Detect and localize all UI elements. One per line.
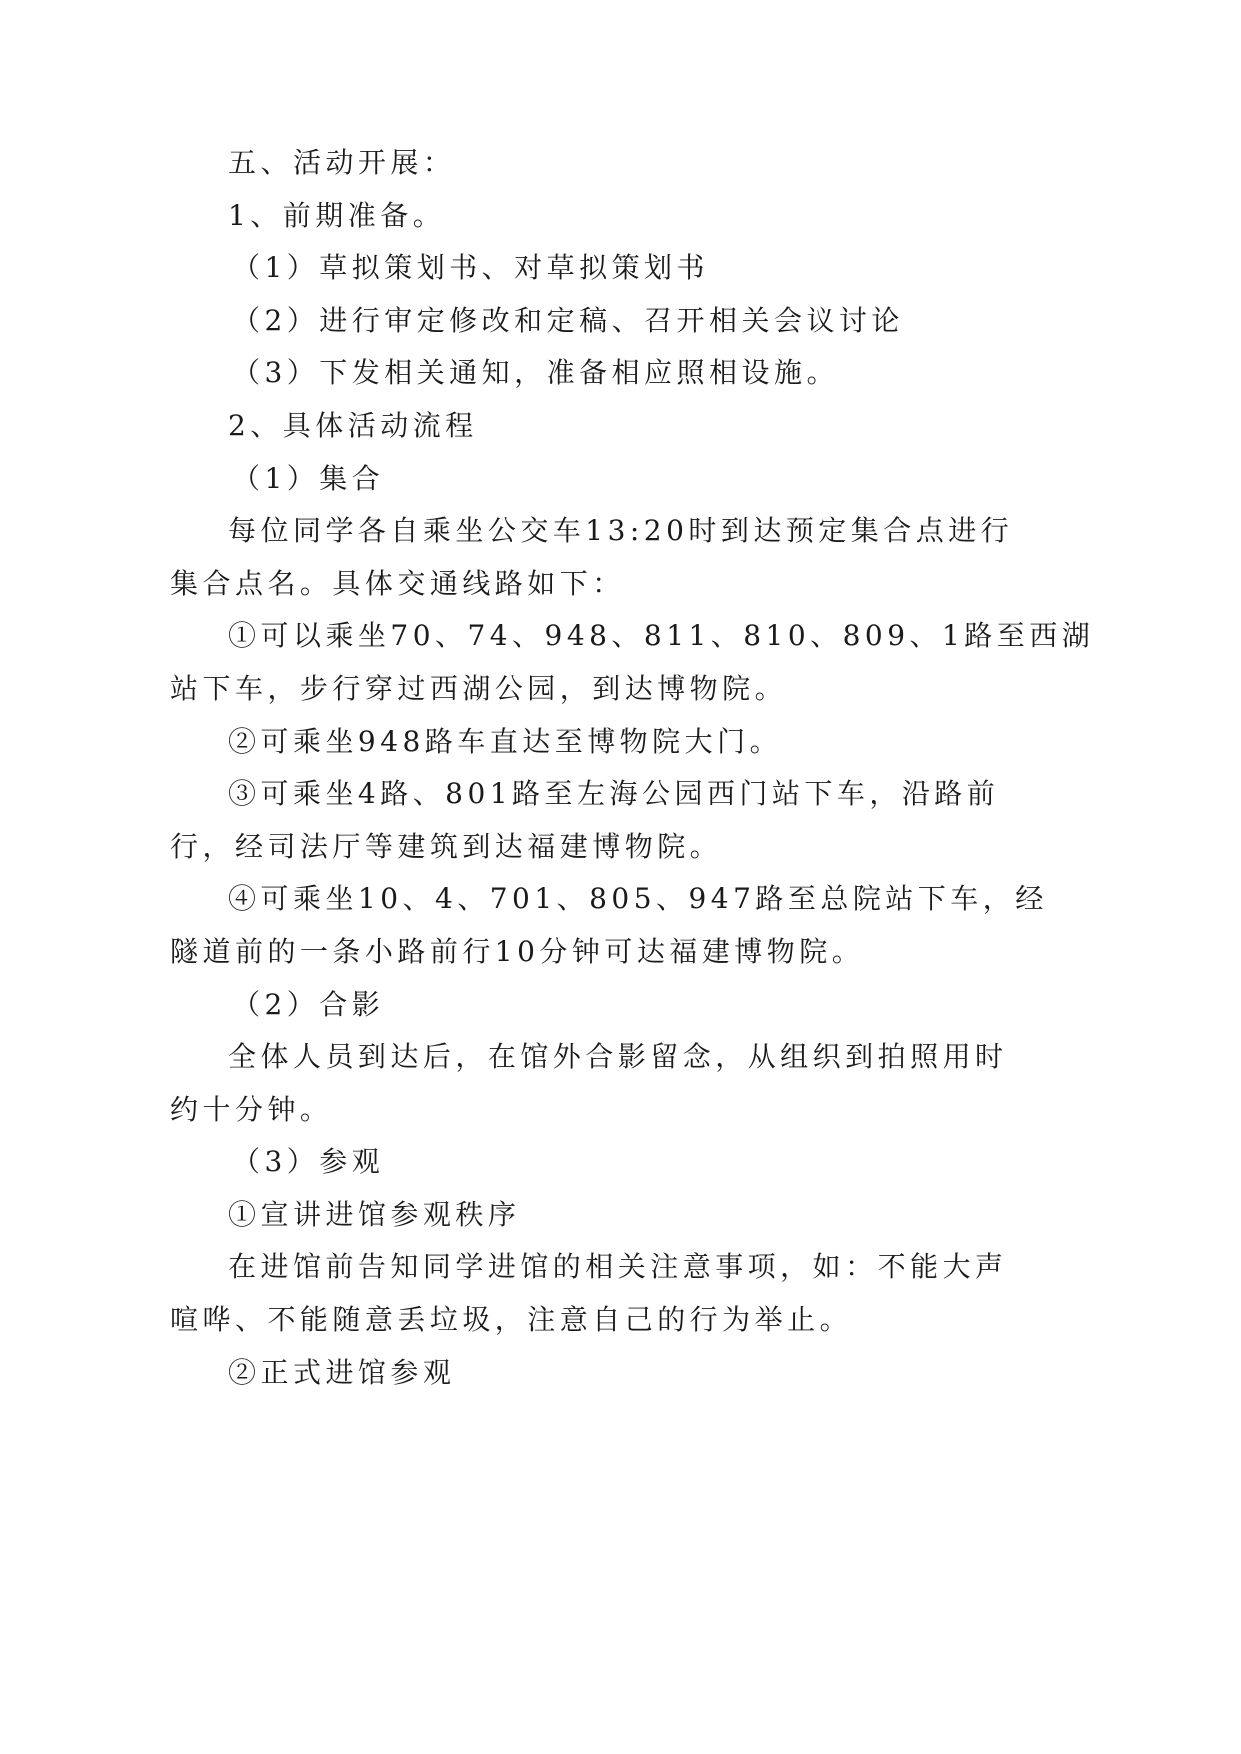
list-item-photo: （2）合影 bbox=[232, 987, 385, 1021]
paragraph-line: 全体人员到达后，在馆外合影留念，从组织到拍照用时 bbox=[228, 1040, 1008, 1074]
list-item-visit: （3）参观 bbox=[232, 1145, 385, 1179]
route-item: ③可乘坐4路、801路至左海公园西门站下车，沿路前 bbox=[228, 777, 1000, 811]
paragraph-line: 每位同学各自乘坐公交车13:20时到达预定集合点进行 bbox=[228, 514, 1014, 548]
route-item-continued: 站下车，步行穿过西湖公园，到达博物院。 bbox=[170, 671, 788, 705]
route-item-continued: 行，经司法厅等建筑到达福建博物院。 bbox=[170, 829, 723, 863]
list-item: （1）草拟策划书、对草拟策划书 bbox=[232, 251, 710, 285]
paragraph-line: 集合点名。具体交通线路如下： bbox=[170, 566, 625, 600]
visit-step: ②正式进馆参观 bbox=[228, 1355, 456, 1389]
route-item: ②可乘坐948路车直达至博物院大门。 bbox=[228, 724, 783, 758]
paragraph-line: 喧哗、不能随意丢垃圾，注意自己的行为举止。 bbox=[170, 1303, 853, 1337]
subheading-preparation: 1、前期准备。 bbox=[228, 198, 446, 232]
route-item: ④可乘坐10、4、701、805、947路至总院站下车，经 bbox=[228, 882, 1048, 916]
route-item: ①可以乘坐70、74、948、811、810、809、1路至西湖 bbox=[228, 619, 1095, 653]
visit-step: ①宣讲进馆参观秩序 bbox=[228, 1197, 521, 1231]
document-body bbox=[170, 137, 1095, 1399]
paragraph-line: 在进馆前告知同学进馆的相关注意事项，如：不能大声 bbox=[228, 1250, 1008, 1284]
paragraph-line: 约十分钟。 bbox=[170, 1092, 333, 1126]
section-heading-activity: 五、活动开展： bbox=[228, 146, 456, 179]
list-item: （3）下发相关通知，准备相应照相设施。 bbox=[232, 356, 839, 390]
subheading-process: 2、具体活动流程 bbox=[228, 408, 478, 442]
list-item: （2）进行审定修改和定稿、召开相关会议讨论 bbox=[232, 303, 904, 337]
route-item-continued: 隧道前的一条小路前行10分钟可达福建博物院。 bbox=[170, 934, 865, 968]
list-item-gather: （1）集合 bbox=[232, 461, 385, 495]
